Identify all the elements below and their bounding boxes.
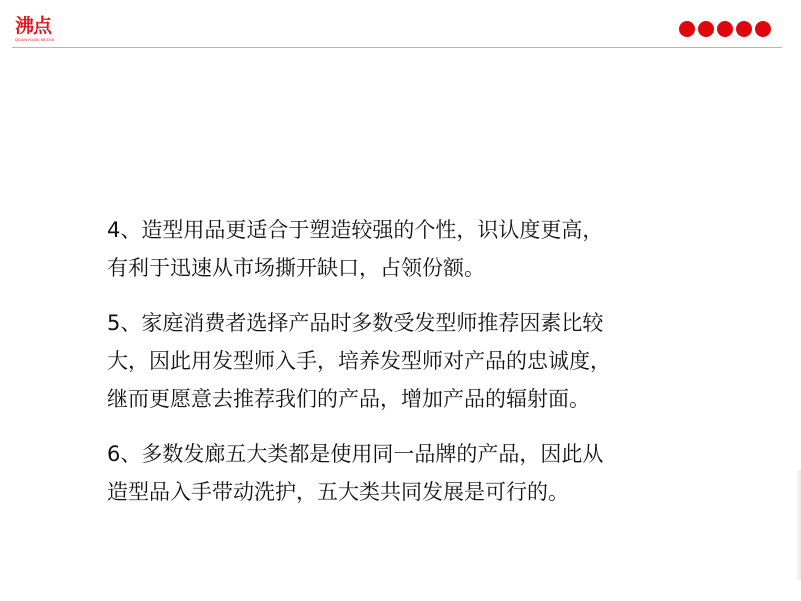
- text-line: 继而更愿意去推荐我们的产品，增加产品的辐射面。: [107, 387, 590, 411]
- red-dot-icon: [755, 21, 771, 37]
- text-line: 6、多数发廊五大类都是使用同一品牌的产品，因此从: [107, 442, 604, 466]
- brand-logo: [15, 16, 67, 44]
- logo-tagline: QUANYUAN MEDIA: [15, 37, 55, 42]
- text-line: 5、家庭消费者选择产品时多数受发型师推荐因素比较: [107, 311, 604, 335]
- paragraph-point-5: [107, 304, 687, 418]
- logo-wordmark: 沸点: [15, 15, 52, 37]
- red-dot-icon: [717, 21, 733, 37]
- red-dot-icon: [736, 21, 752, 37]
- page-edge-shadow: [795, 470, 801, 580]
- slide-body: [107, 211, 687, 528]
- red-dot-icon: [679, 21, 695, 37]
- text-line: 有利于迅速从市场撕开缺口，占领份额。: [107, 256, 485, 280]
- text-line: 大，因此用发型师入手，培养发型师对产品的忠诚度，: [107, 349, 611, 373]
- text-line: 4、造型用品更适合于塑造较强的个性，识认度更高，: [107, 218, 604, 242]
- text-line: 造型品入手带动洗护，五大类共同发展是可行的。: [107, 480, 569, 504]
- red-dot-icon: [698, 21, 714, 37]
- paragraph-point-4: [107, 211, 687, 287]
- decorative-dots: [679, 21, 771, 37]
- header-divider: [12, 47, 782, 48]
- paragraph-point-6: [107, 435, 687, 511]
